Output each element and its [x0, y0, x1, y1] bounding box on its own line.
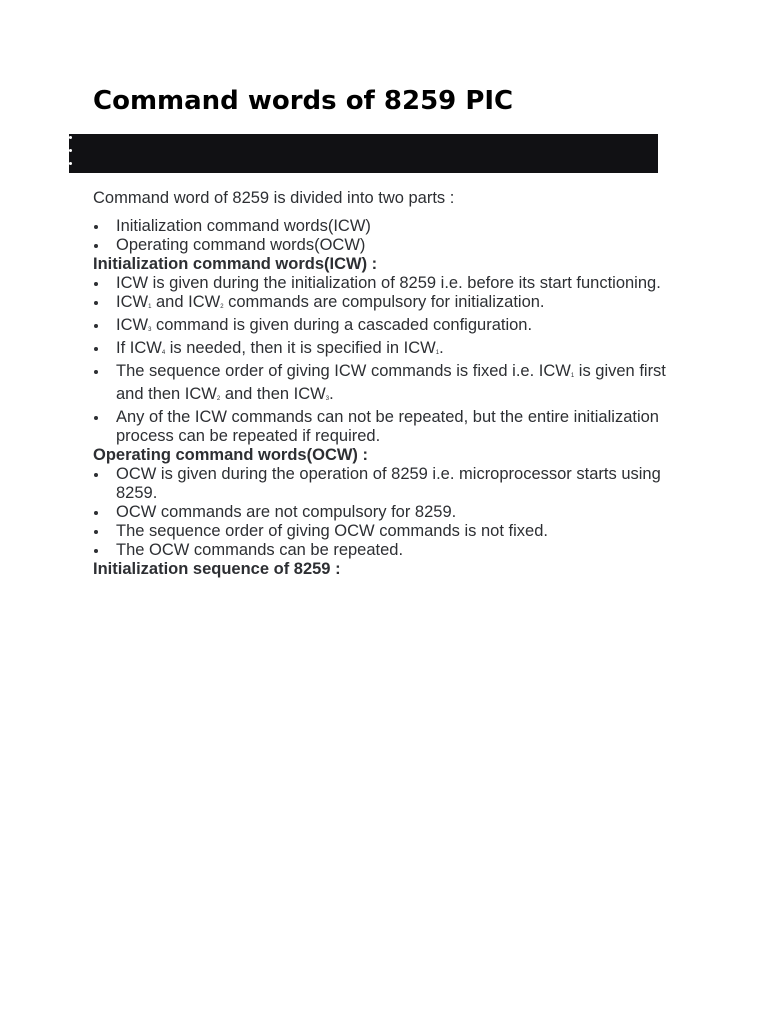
page-title: Command words of 8259 PIC	[93, 86, 514, 116]
list-item: The sequence order of giving OCW commands is not fixed.	[93, 522, 683, 541]
list-item: The OCW commands can be repeated.	[93, 541, 683, 560]
list-item: OCW is given during the operation of 8259 i.e. microprocessor starts using 8259.	[93, 465, 683, 503]
intro-text: Command word of 8259 is divided into two parts :	[93, 189, 455, 207]
sequence-heading: Initialization sequence of 8259 :	[93, 560, 341, 578]
article-body	[93, 189, 683, 579]
icw-list	[93, 274, 683, 446]
list-item: The sequence order of giving ICW commands is fixed i.e. $ICW_1$ is given first and then $ICW_2$ and then $ICW_3$.	[93, 362, 683, 408]
navigation-bar	[69, 134, 658, 173]
list-item: If $ICW_4$ is needed, then it is specified in $ICW_1$.	[93, 339, 683, 362]
ocw-heading: Operating command words(OCW) :	[93, 446, 369, 464]
list-item: OCW commands are not compulsory for 8259.	[93, 503, 683, 522]
list-item: Operating command words(OCW)	[93, 236, 683, 255]
parts-list	[93, 217, 683, 255]
list-item: Any of the ICW commands can not be repeated, but the entire initialization process can be repeated if required.	[93, 408, 683, 446]
icw-heading: Initialization command words(ICW) :	[93, 255, 378, 273]
list-item: $ICW_1$ and $ICW_2$ commands are compulsory for initialization.	[93, 293, 683, 316]
list-item: ICW is given during the initialization of 8259 i.e. before its start functioning.	[93, 274, 683, 293]
bar-dots	[69, 136, 72, 175]
list-item: Initialization command words(ICW)	[93, 217, 683, 236]
list-item: $ICW_3$ command is given during a cascaded configuration.	[93, 316, 683, 339]
ocw-list	[93, 465, 683, 560]
